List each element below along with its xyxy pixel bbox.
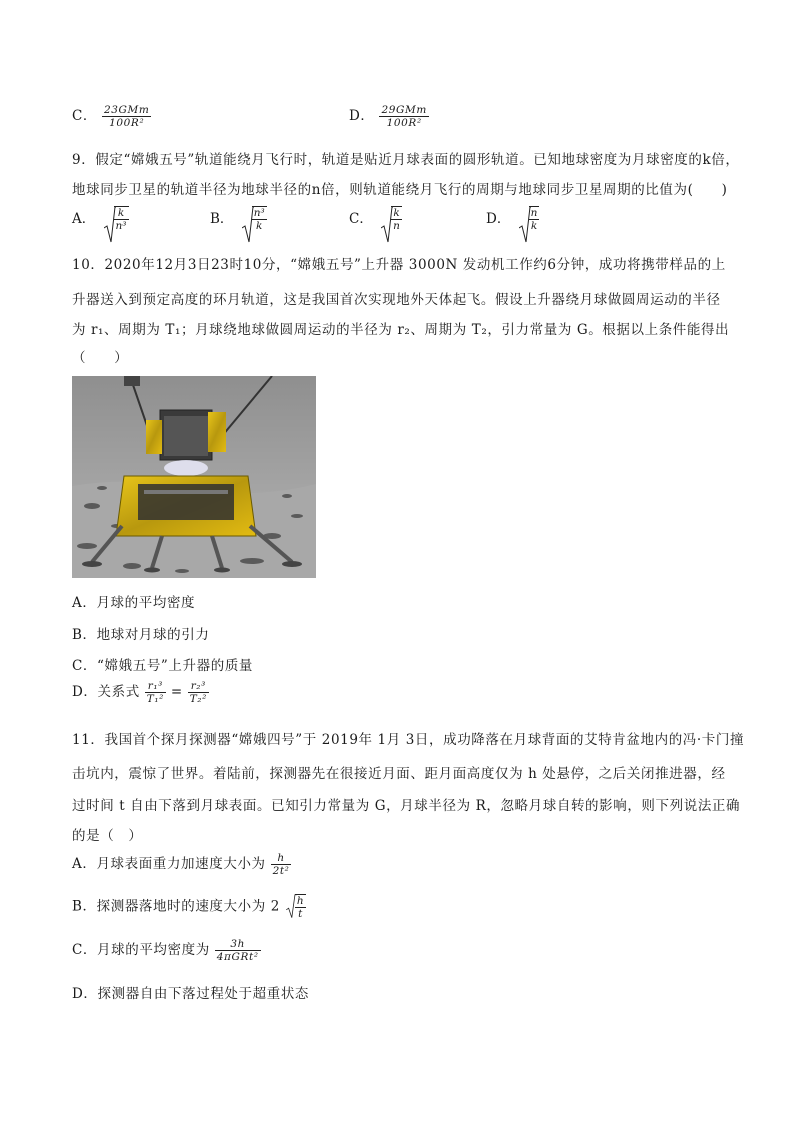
fraction: $\frac{\text{r₂³}}{\text{T₂²}}$ [189,680,207,705]
q11-option-c [72,938,261,963]
sqrt: $\frac{h}{t}$ [285,894,306,920]
option-label: D． [349,108,375,124]
q10-option-a: A．月球的平均密度 [72,595,196,611]
q11-text-line4: 的是（ ） [72,828,143,844]
option-label: D． [486,210,511,227]
radical-sign [285,894,297,924]
q10-option-d [72,680,209,705]
q9-text-line2: 地球同步卫星的轨道半径为地球半径的n倍，则轨道能绕月飞行的周期与地球同步卫星周期的比值为( ) [72,182,728,198]
radical-sign [519,206,531,244]
fraction: $\frac{\text{29GMm}}{\text{100R²}}$ [381,104,427,129]
q10-text-line1: 10．2020年12月3日23时10分，“嫦娥五号”上升器 3000N 发动机工作约6分钟，成功将携带样品的上 [72,257,726,273]
radical-sign [242,206,254,244]
q11-option-a [72,852,291,877]
option-label: C． [72,108,98,124]
q11-option-b [72,894,306,920]
q10-text-line2: 升器送入到预定高度的环月轨道，这是我国首次实现地外天体起飞。假设上升器绕月球做圆周运动的半径 [72,292,721,308]
fraction: $\frac{\text{23GMm}}{\text{100R²}}$ [103,104,150,129]
option-label: C． [349,210,373,227]
option-text: C．月球的平均密度为 [72,942,210,958]
fraction: $\frac{3h}{\text{4πGRt²}}$ [216,938,259,963]
q10-text-line3: 为 r₁、周期为 T₁；月球绕地球做圆周运动的半径为 r₂、周期为 T₂，引力常量为 G。根据以上条件能得出 [72,322,730,338]
q10-text-line4: （ ） [72,350,129,366]
q9-option-c [349,206,402,232]
lunar-lander-photo [72,376,316,578]
q9-option-a [72,206,129,232]
q9-text-line1: 9．假定“嫦娥五号”轨道能绕月飞行时，轨道是贴近月球表面的圆形轨道。已知地球密度为月球密度的k倍， [72,152,740,168]
option-text: B．探测器落地时的速度大小为 2 [72,898,280,915]
option-label: A． [72,210,96,227]
radical-sign [381,206,393,244]
q8-option-d [349,104,429,129]
q10-option-c: C．“嫦娥五号”上升器的质量 [72,658,254,674]
fraction: $\frac{h}{\text{2t²}}$ [272,852,290,877]
q9-option-d [486,206,539,232]
q11-text-line3: 过时间 t 自由下落到月球表面。已知引力常量为 G，月球半径为 R，忽略月球自转的影响，则下列说法正确 [72,798,741,814]
q11-option-d: D．探测器自由下落过程处于超重状态 [72,986,310,1002]
sqrt: $\frac{n}{k}$ [519,206,540,232]
sqrt: $\frac{k}{\text{n³}}$ [104,206,129,232]
radical-sign [104,206,116,244]
q8-option-c [72,104,151,129]
sqrt: $\frac{k}{n}$ [381,206,402,232]
equals-sign: = [170,684,183,700]
option-label: D．关系式 [72,684,140,700]
fraction: $\frac{\text{r₁³}}{\text{T₁²}}$ [146,680,164,705]
sqrt: $\frac{\text{n³}}{k}$ [242,206,267,232]
q9-option-b [210,206,267,232]
option-label: B． [210,210,234,227]
q10-option-b: B．地球对月球的引力 [72,627,210,643]
option-text: A．月球表面重力加速度大小为 [72,856,266,872]
q11-text-line2: 击坑内，震惊了世界。着陆前，探测器先在很接近月面、距月面高度仅为 h 处悬停，之后关闭推进器，经 [72,766,726,782]
q11-text-line1: 11．我国首个探月探测器“嫦娥四号”于 2019年 1月 3日，成功降落在月球背面的艾特肯盆地内的冯·卡门撞 [72,732,745,748]
